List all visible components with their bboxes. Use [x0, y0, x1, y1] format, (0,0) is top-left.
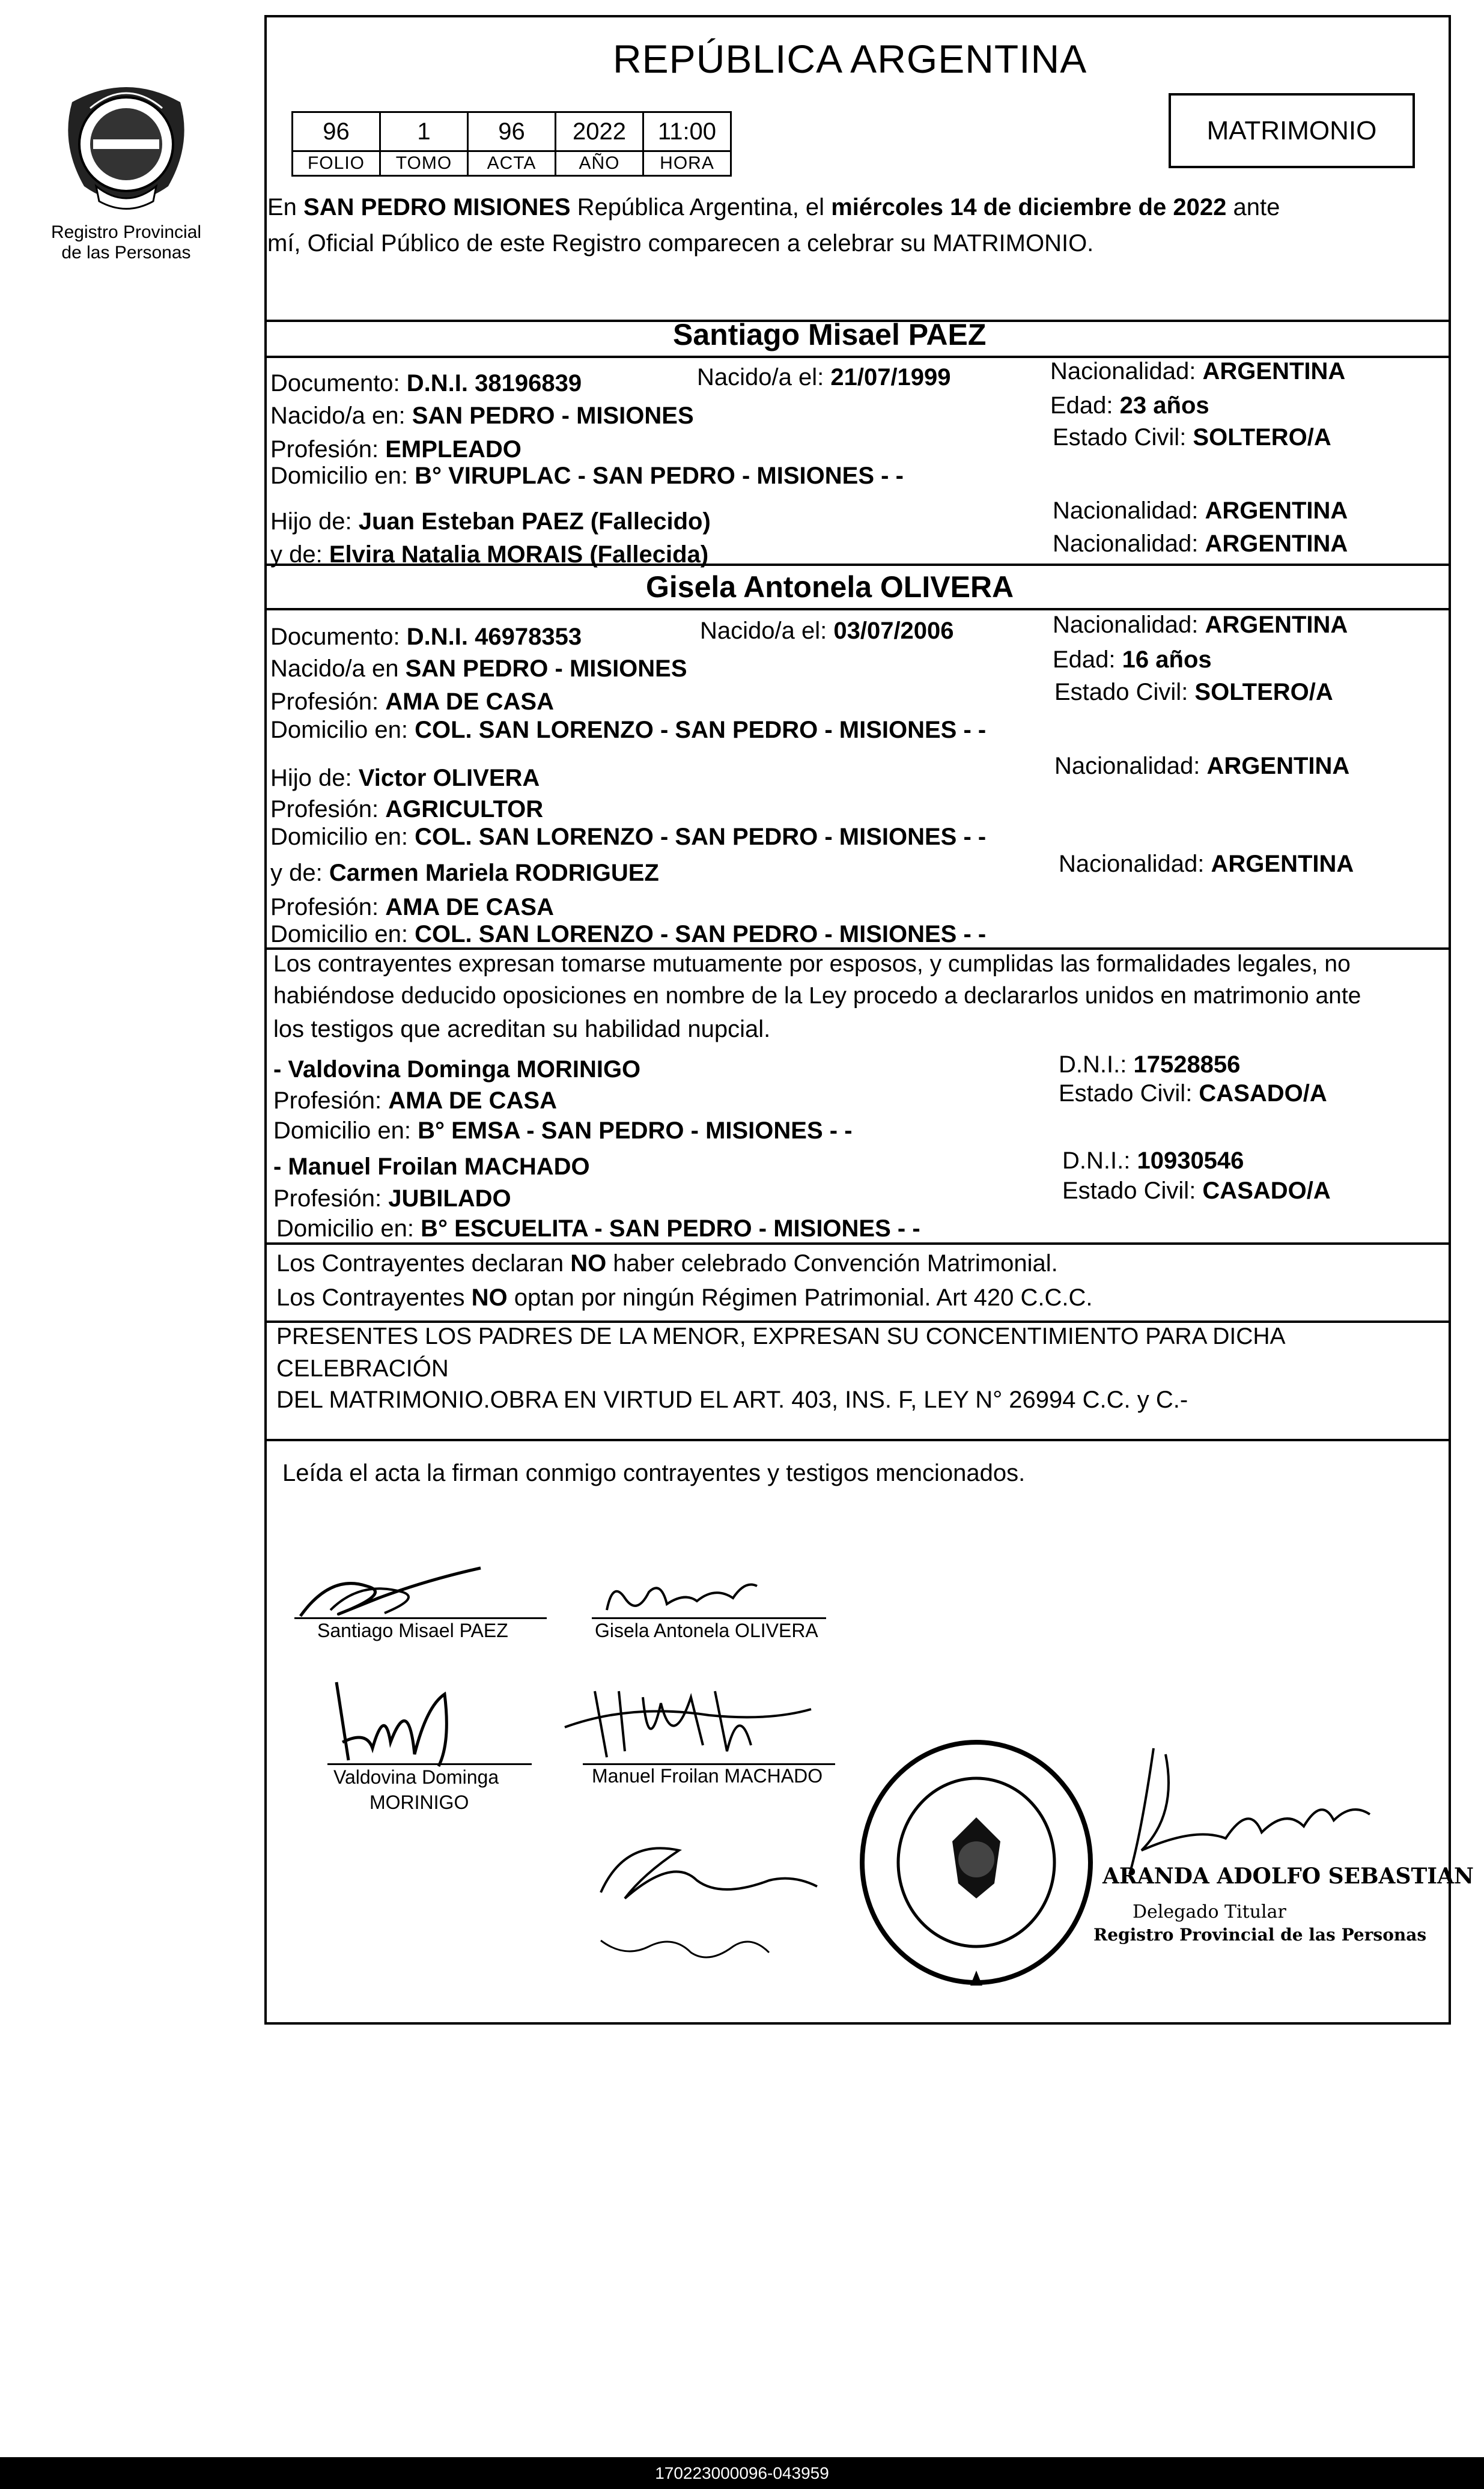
- bride-birthdate: Nacido/a el: 03/07/2006: [700, 618, 954, 644]
- delegate-role: Delegado Titular: [1133, 1901, 1286, 1922]
- bride-civil-status: Estado Civil: SOLTERO/A: [1054, 679, 1333, 705]
- delegate-name: ARANDA ADOLFO SEBASTIAN: [1102, 1864, 1474, 1889]
- witness2-dni: D.N.I.: 10930546: [1062, 1147, 1244, 1174]
- anio-label: AÑO: [556, 151, 643, 176]
- bride-age: Edad: 16 años: [1053, 646, 1212, 673]
- witness1-name: - Valdovina Dominga MORINIGO: [273, 1056, 641, 1083]
- declaration-line-1: Los contrayentes expresan tomarse mutuamente por esposos, y cumplidas las formalidades legales, no: [273, 951, 1351, 977]
- folio-value: 96: [293, 112, 380, 151]
- bride-signature-line: [592, 1617, 826, 1619]
- province-seal-icon: [48, 66, 204, 222]
- witness1-signature-name-line1: Valdovina Dominga: [333, 1766, 499, 1788]
- divider: [264, 564, 1451, 566]
- acta-label: ACTA: [468, 151, 556, 176]
- bride-signature-name: Gisela Antonela OLIVERA: [595, 1620, 818, 1641]
- witness1-profession: Profesión: AMA DE CASA: [273, 1087, 557, 1114]
- bride-mother-nationality: Nacionalidad: ARGENTINA: [1059, 851, 1354, 877]
- bride-father-profession: Profesión: AGRICULTOR: [270, 796, 544, 822]
- delegate-office: Registro Provincial de las Personas: [1093, 1925, 1427, 1945]
- witness1-signature-line: [327, 1763, 532, 1765]
- witness2-name: - Manuel Froilan MACHADO: [273, 1153, 590, 1180]
- anio-value: 2022: [556, 112, 643, 151]
- bride-father: Hijo de: Victor OLIVERA: [270, 765, 540, 791]
- bride-signature: [595, 1568, 775, 1622]
- convention-line-2: Los Contrayentes NO optan por ningún Régimen Patrimonial. Art 420 C.C.C.: [276, 1284, 1093, 1311]
- witness1-dni: D.N.I.: 17528856: [1059, 1051, 1241, 1078]
- registry-logo: [36, 66, 216, 294]
- reference-labels-row: [293, 151, 731, 176]
- bride-father-address: Domicilio en: COL. SAN LORENZO - SAN PEDRO - MISIONES - -: [270, 824, 987, 850]
- bride-mother: y de: Carmen Mariela RODRIGUEZ: [270, 860, 659, 886]
- official-stamp: [850, 1733, 1102, 1998]
- logo-label-line2: de las Personas: [61, 243, 191, 263]
- groom-profession: Profesión: EMPLEADO: [270, 436, 522, 463]
- groom-signature-name: Santiago Misael PAEZ: [317, 1620, 508, 1641]
- reference-values-row: [293, 112, 731, 151]
- groom-civil-status: Estado Civil: SOLTERO/A: [1053, 424, 1331, 451]
- groom-father-nationality: Nacionalidad: ARGENTINA: [1053, 497, 1348, 524]
- bride-father-nationality: Nacionalidad: ARGENTINA: [1054, 753, 1350, 779]
- divider: [264, 1320, 1451, 1323]
- bride-birthplace: Nacido/a en SAN PEDRO - MISIONES: [270, 655, 687, 682]
- intro-line-1: En SAN PEDRO MISIONES República Argentina, el miércoles 14 de diciembre de 2022 ante: [267, 194, 1280, 220]
- groom-document: Documento: D.N.I. 38196839: [270, 370, 582, 397]
- bride-mother-profession: Profesión: AMA DE CASA: [270, 894, 554, 920]
- declaration-line-3: los testigos que acreditan su habilidad nupcial.: [273, 1016, 771, 1042]
- consent-line-1: PRESENTES LOS PADRES DE LA MENOR, EXPRESAN SU CONCENTIMIENTO PARA DICHA: [276, 1324, 1286, 1349]
- hora-label: HORA: [643, 151, 731, 176]
- divider: [264, 947, 1451, 950]
- witness2-civil-status: Estado Civil: CASADO/A: [1062, 1178, 1331, 1204]
- reference-table: [291, 111, 732, 177]
- page-title: REPÚBLICA ARGENTINA: [613, 37, 1087, 81]
- bride-address: Domicilio en: COL. SAN LORENZO - SAN PEDRO - MISIONES - -: [270, 717, 987, 743]
- groom-mother-nationality: Nacionalidad: ARGENTINA: [1053, 530, 1348, 557]
- acta-value: 96: [468, 112, 556, 151]
- witness1-signature-name-line2: MORINIGO: [369, 1792, 469, 1813]
- witness2-signature-name: Manuel Froilan MACHADO: [592, 1765, 823, 1787]
- officiant-signatures: [589, 1814, 841, 1971]
- bride-document: Documento: D.N.I. 46978353: [270, 624, 582, 650]
- declaration-line-2: habiéndose deducido oposiciones en nombre de la Ley procedo a declararlos unidos en matrimonio ante: [273, 983, 1361, 1009]
- bride-nationality: Nacionalidad: ARGENTINA: [1053, 612, 1348, 638]
- groom-name: Santiago Misael PAEZ: [673, 318, 987, 351]
- groom-birthdate: Nacido/a el: 21/07/1999: [697, 364, 951, 391]
- groom-signature-line: [294, 1617, 547, 1619]
- groom-father: Hijo de: Juan Esteban PAEZ (Fallecido): [270, 508, 711, 535]
- witness2-signature: [559, 1679, 823, 1763]
- witness1-signature: [324, 1670, 481, 1772]
- closing-statement: Leída el acta la firman conmigo contrayentes y testigos mencionados.: [282, 1460, 1026, 1486]
- witness1-civil-status: Estado Civil: CASADO/A: [1059, 1080, 1327, 1107]
- consent-line-3: DEL MATRIMONIO.OBRA EN VIRTUD EL ART. 403, INS. F, LEY N° 26994 C.C. y C.-: [276, 1387, 1188, 1413]
- bride-profession: Profesión: AMA DE CASA: [270, 688, 554, 715]
- witness2-address: Domicilio en: B° ESCUELITA - SAN PEDRO - MISIONES - -: [276, 1215, 920, 1242]
- hora-value: 11:00: [643, 112, 731, 151]
- intro-line-2: mí, Oficial Público de este Registro comparecen a celebrar su MATRIMONIO.: [267, 230, 1094, 257]
- bride-mother-address: Domicilio en: COL. SAN LORENZO - SAN PEDRO - MISIONES - -: [270, 921, 987, 947]
- logo-label-line1: Registro Provincial: [50, 222, 202, 242]
- document-code-bar: 170223000096-043959: [0, 2457, 1484, 2489]
- tomo-value: 1: [380, 112, 468, 151]
- act-type-box: MATRIMONIO: [1169, 93, 1415, 168]
- witness2-profession: Profesión: JUBILADO: [273, 1185, 511, 1212]
- groom-address: Domicilio en: B° VIRUPLAC - SAN PEDRO - MISIONES - -: [270, 463, 904, 489]
- folio-label: FOLIO: [293, 151, 380, 176]
- convention-line-1: Los Contrayentes declaran NO haber celebrado Convención Matrimonial.: [276, 1250, 1058, 1277]
- groom-age: Edad: 23 años: [1050, 392, 1209, 419]
- groom-nationality: Nacionalidad: ARGENTINA: [1050, 358, 1346, 384]
- divider: [264, 1242, 1451, 1245]
- bride-name: Gisela Antonela OLIVERA: [646, 570, 1014, 604]
- divider: [264, 608, 1451, 610]
- divider: [264, 1439, 1451, 1441]
- consent-line-2: CELEBRACIÓN: [276, 1355, 449, 1382]
- groom-mother: y de: Elvira Natalia MORAIS (Fallecida): [270, 541, 709, 568]
- witness1-address: Domicilio en: B° EMSA - SAN PEDRO - MISIONES - -: [273, 1117, 853, 1144]
- tomo-label: TOMO: [380, 151, 468, 176]
- groom-birthplace: Nacido/a en: SAN PEDRO - MISIONES: [270, 403, 694, 429]
